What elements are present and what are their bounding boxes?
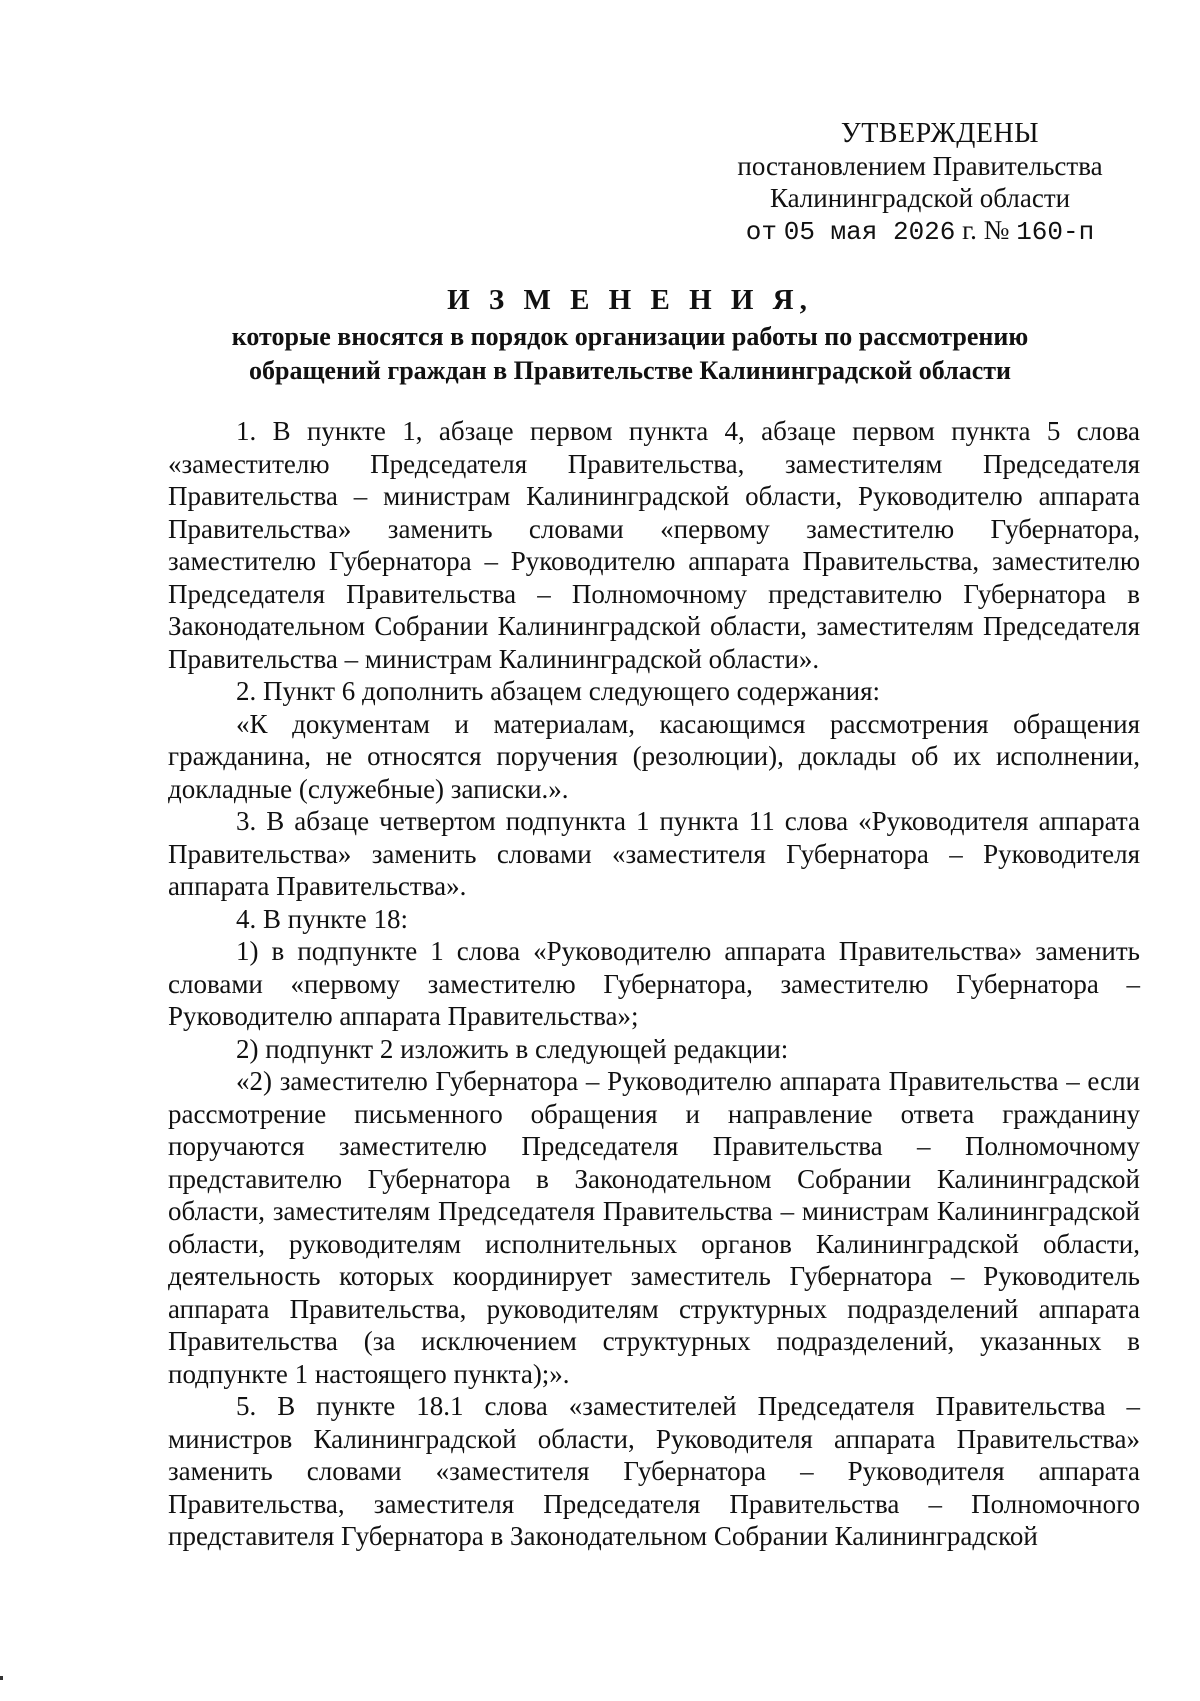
- paragraph-2: 2. Пункт 6 дополнить абзацем следующего содержания:: [236, 676, 881, 706]
- year-suffix: г. №: [962, 215, 1010, 245]
- approval-block: [700, 118, 1140, 248]
- paragraph-4-item-2-quote: «2) заместителю Губернатора – Руководителю аппарата Правительства – если рассмотрение письменного обращения и направление ответа гражданину поручаются заместителю Председателя Правительства – Полномочному представителю Губернатора в Законодательном Собрании Калининградской области, заместителям Председателя Правительства – министрам Калининградской области, руководителям исполнительных органов Калининградской области, деятельность которых координирует заместитель Губернатора – Руководитель аппарата Правительства, руководителям структурных подразделений аппарата Правительства (за исключением структурных подразделений, указанных в подпункте 1 настоящего пункта);».: [168, 1066, 1140, 1389]
- paragraph-1: 1. В пункте 1, абзаце первом пункта 4, абзаце первом пункта 5 слова «заместителю Председателя Правительства, заместителям Председателя Правительства – министрам Калининградской области, Руководителю аппарата Правительства» заменить словами «первому заместителю Губернатора, заместителю Губернатора – Руководителю аппарата Правительства, заместителю Председателя Правительства – Полномочному представителю Губернатора в Законодательном Собрании Калининградской области, заместителям Председателя Правительства – министрам Калининградской области».: [168, 416, 1140, 674]
- document-subtitle-line-1: которые вносятся в порядок организации работы по рассмотрению: [231, 322, 1029, 351]
- scan-mark: [0, 1676, 3, 1680]
- approval-title: УТВЕРЖДЕНЫ: [840, 118, 1040, 149]
- document-title: И З М Е Н Е Н И Я,: [447, 284, 813, 316]
- approval-line-1: постановлением Правительства: [737, 151, 1103, 181]
- paragraph-4-item-1: 1) в подпункте 1 слова «Руководителю аппарата Правительства» заменить словами «первому заместителю Губернатора, заместителю Губернатора – Руководителю аппарата Правительства»;: [168, 936, 1140, 1031]
- paragraph-5: 5. В пункте 18.1 слова «заместителей Председателя Правительства – министров Калининградской области, Руководителя аппарата Правительства» заменить словами «заместителя Губернатора – Руководителя аппарата Правительства, заместителя Председателя Правительства – Полномочного представителя Губернатора в Законодательном Собрании Калининградской: [168, 1391, 1140, 1551]
- document-subtitle-line-2: обращений граждан в Правительстве Калининградской области: [249, 356, 1011, 385]
- paragraph-4: 4. В пункте 18:: [236, 903, 408, 934]
- paragraph-3: 3. В абзаце четвертом подпункта 1 пункта 11 слова «Руководителя аппарата Правительства» заменить словами «заместителя Губернатора – Руководителя аппарата Правительства».: [168, 806, 1140, 901]
- paragraph-4-item-2: 2) подпункт 2 изложить в следующей редакции:: [236, 1033, 789, 1064]
- paragraph-2-quote: «К документам и материалам, касающимся рассмотрения обращения гражданина, не относятся поручения (резолюции), доклады об их исполнении, докладные (служебные) записки.».: [168, 708, 1140, 804]
- approval-resolution-line: [700, 214, 1140, 248]
- date-prefix: от: [745, 217, 777, 247]
- resolution-number: 160-п: [1016, 217, 1095, 247]
- approval-line-2: Калининградской области: [769, 183, 1071, 213]
- document-body: [168, 415, 1140, 1553]
- date-value: 05 мая 2026: [783, 217, 956, 247]
- document-title-block: [160, 280, 1100, 388]
